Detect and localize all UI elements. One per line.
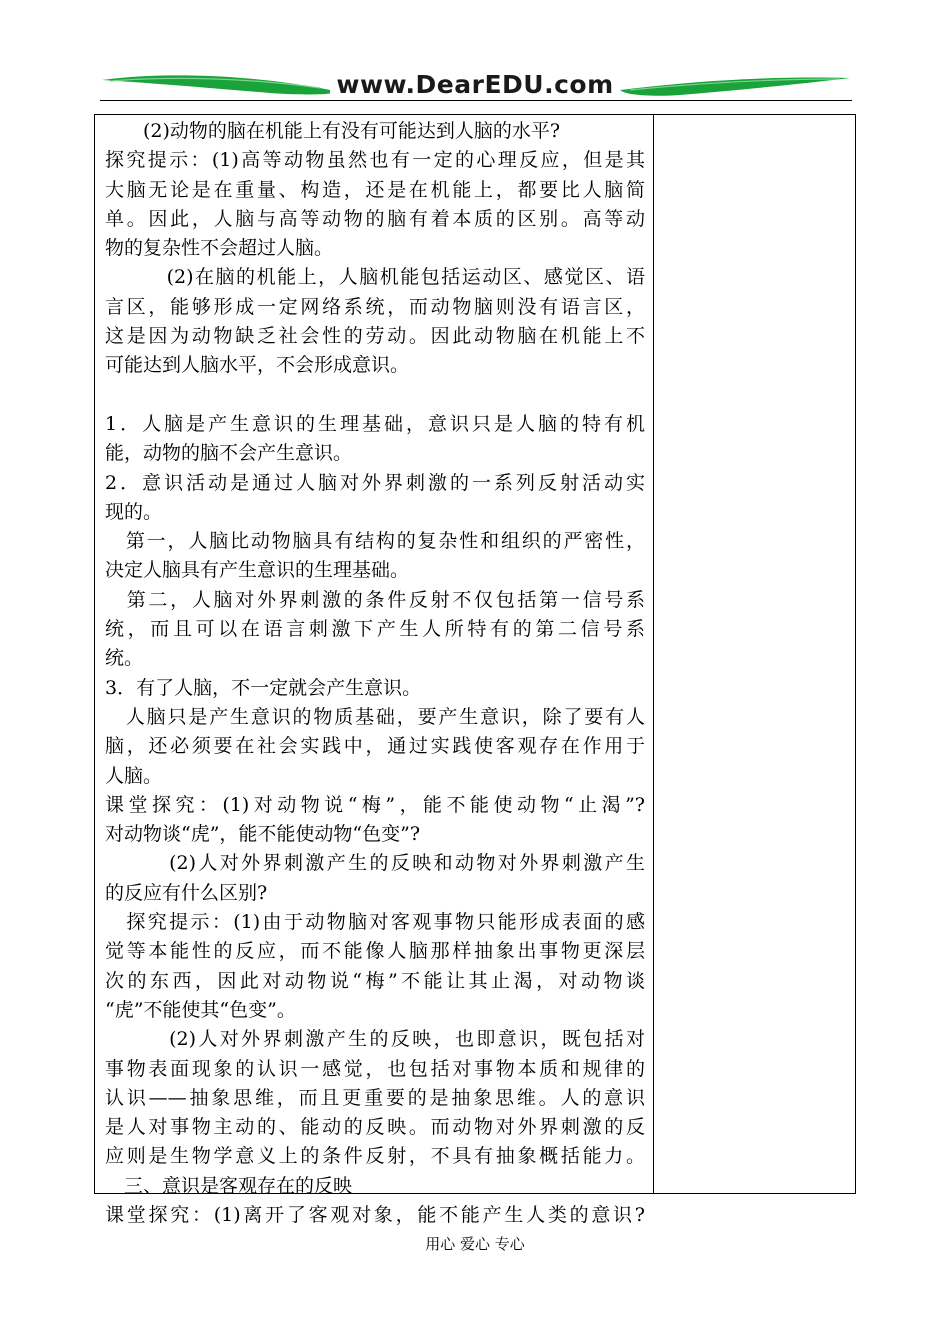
- text-line: 决定人脑具有产生意识的生理基础。: [105, 559, 410, 582]
- content-table: [94, 114, 856, 1226]
- text-line: 第一，人脑比动物脑具有结构的复杂性和组织的严密性，: [105, 530, 645, 553]
- text-line: 2．意识活动是通过人脑对外界刺激的一系列反射活动实: [105, 471, 645, 494]
- text-line: 1．人脑是产生意识的生理基础，意识只是人脑的特有机: [105, 412, 645, 435]
- text-line: 可能达到人脑水平，不会形成意识。: [105, 354, 410, 377]
- text-line: 脑，还必须要在社会实践中，通过实践使客观存在作用于: [105, 735, 645, 758]
- page-footer: 用心 爱心 专心: [425, 1235, 525, 1253]
- text-line: (2)动物的脑在机能上有没有可能达到人脑的水平?: [105, 120, 561, 142]
- right-swoosh-icon: [620, 78, 850, 96]
- text-line: 统，而且可以在语言刺激下产生人所特有的第二信号系: [105, 618, 645, 641]
- text-line: 探究提示：(1)高等动物虽然也有一定的心理反应，但是其: [105, 149, 645, 172]
- text-line: 第二，人脑对外界刺激的条件反射不仅包括第一信号系: [105, 588, 645, 611]
- text-line: 觉等本能性的反应，而不能像人脑那样抽象出事物更深层: [105, 940, 645, 963]
- header-divider: [100, 100, 852, 101]
- notes-cell: [654, 115, 855, 1193]
- text-line: 是人对事物主动的、能动的反映。而动物对外界刺激的反: [105, 1116, 645, 1139]
- text-line: 3．有了人脑，不一定就会产生意识。: [105, 676, 422, 699]
- blank-line: [105, 381, 645, 410]
- text-line: 对动物谈“虎”，能不能使动物“色变”?: [105, 823, 421, 846]
- text-line: 单。因此，人脑与高等动物的脑有着本质的区别。高等动: [105, 207, 645, 230]
- text-line: 课堂探究：(1)离开了客观对象，能不能产生人类的意识?: [105, 1203, 645, 1226]
- text-line: 人脑。: [105, 764, 163, 787]
- text-line: (2)在脑的机能上，人脑机能包括运动区、感觉区、语: [105, 266, 645, 289]
- text-line: (2)人对外界刺激产生的反映，也即意识，既包括对: [105, 1028, 645, 1051]
- text-line: 课堂探究：(1)对动物说“梅”，能不能使动物“止渴”?: [105, 793, 645, 816]
- text-line: 大脑无论是在重量、构造，还是在机能上，都要比人脑简: [105, 178, 645, 201]
- text-line: 应则是生物学意义上的条件反射，不具有抽象概括能力。: [105, 1145, 645, 1168]
- text-line: 人脑只是产生意识的物质基础，要产生意识，除了要有人: [105, 705, 645, 728]
- text-line: 事物表面现象的认识一感觉，也包括对事物本质和规律的: [105, 1057, 645, 1080]
- text-line: 言区，能够形成一定网络系统，而动物脑则没有语言区，: [105, 295, 645, 318]
- text-line: 探究提示：(1)由于动物脑对客观事物只能形成表面的感: [105, 911, 645, 934]
- main-text-cell: [105, 117, 645, 1230]
- text-line: 次的东西，因此对动物说“梅”不能让其止渴，对动物谈: [105, 969, 645, 992]
- site-url-logo: www.DearEDU.com: [330, 70, 620, 99]
- text-line: 物的复杂性不会超过人脑。: [105, 237, 334, 260]
- text-line: 能，动物的脑不会产生意识。: [105, 442, 353, 465]
- text-line: (2)人对外界刺激产生的反映和动物对外界刺激产生: [105, 852, 645, 875]
- text-line: “虎”不能使其“色变”。: [105, 998, 296, 1021]
- text-line: 现的。: [105, 500, 163, 523]
- text-line: 认识——抽象思维，而且更重要的是抽象思维。人的意识: [105, 1086, 645, 1109]
- text-line: 统。: [105, 647, 144, 670]
- text-line: 三、意识是客观存在的反映: [105, 1174, 353, 1197]
- text-line: 的反应有什么区别?: [105, 881, 268, 904]
- text-line: 这是因为动物缺乏社会性的劳动。因此动物脑在机能上不: [105, 325, 645, 348]
